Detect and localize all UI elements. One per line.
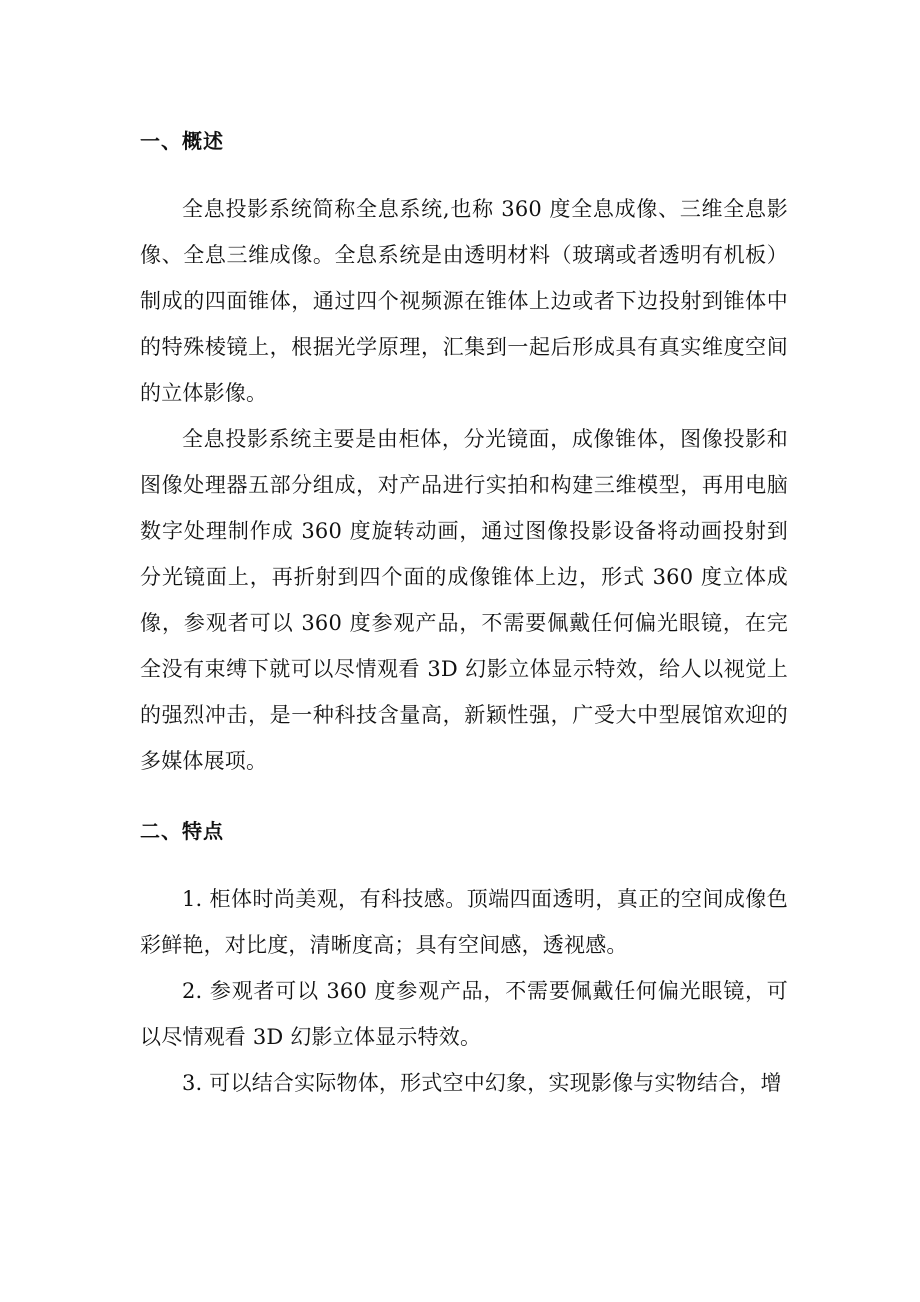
document-body bbox=[140, 118, 788, 1106]
feature-item-3: 3. 可以结合实际物体，形式空中幻象，实现影像与实物结合，增 bbox=[182, 1071, 782, 1095]
feature-item-2: 2. 参观者可以 360 度参观产品，不需要佩戴任何偏光眼镜，可以尽情观看 3D 幻影立体显示特效。 bbox=[140, 979, 788, 1049]
section-heading-features: 二、特点 bbox=[140, 819, 224, 843]
overview-paragraph-2: 全息投影系统主要是由柜体，分光镜面，成像锥体，图像投影和图像处理器五部分组成，对产品进行实拍和构建三维模型，再用电脑数字处理制作成 360 度旋转动画，通过图像投影设备将动画投射到分光镜面上，再折射到四个面的成像锥体上边，形式 360 度立体成像，参观者可以 360 度参观产品，不需要佩戴任何偏光眼镜，在完全没有束缚下就可以尽情观看 3D 幻影立体显示特效，给人以视觉上的强烈冲击，是一种科技含量高，新颖性强，广受大中型展馆欢迎的多媒体展项。 bbox=[140, 427, 788, 773]
feature-item-1: 1. 柜体时尚美观，有科技感。顶端四面透明，真正的空间成像色彩鲜艳，对比度，清晰度高；具有空间感，透视感。 bbox=[140, 887, 788, 957]
overview-paragraph-1: 全息投影系统简称全息系统,也称 360 度全息成像、三维全息影像、全息三维成像。全息系统是由透明材料（玻璃或者透明有机板）制成的四面锥体，通过四个视频源在锥体上边或者下边投射到锥体中的特殊棱镜上，根据光学原理，汇集到一起后形成具有真实维度空间的立体影像。 bbox=[140, 197, 788, 405]
section-heading-overview: 一、概述 bbox=[140, 129, 224, 153]
